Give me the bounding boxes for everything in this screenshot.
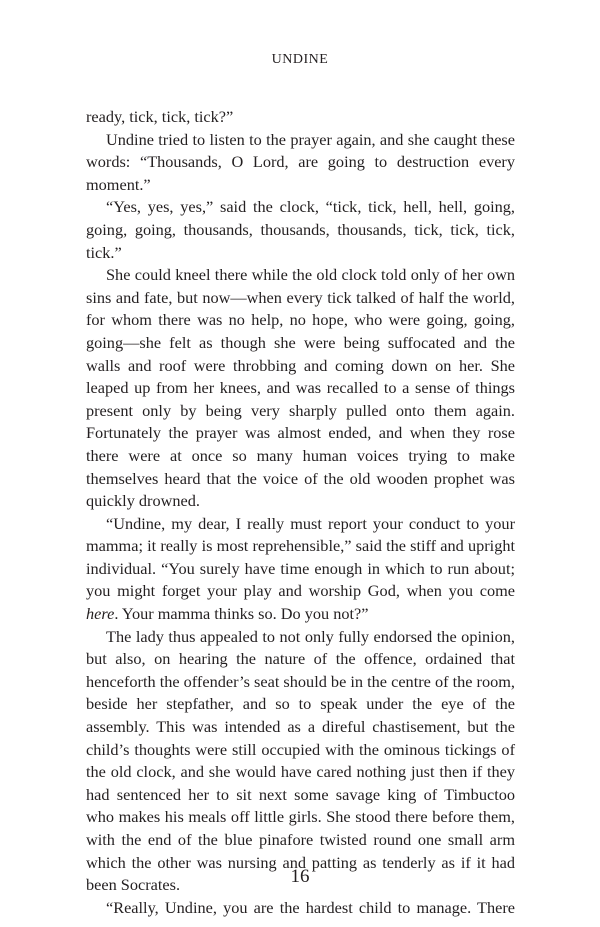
paragraph xyxy=(86,513,515,626)
running-head: UNDINE xyxy=(271,52,329,67)
paragraph xyxy=(86,106,515,129)
paragraph-text: “Yes, yes, yes,” said the clock, “tick, tick, hell, hell, going, going, going, thousands, thousands, thousands, tick, tick, tick, tick.” xyxy=(86,197,515,262)
paragraph-text: “Really, Undine, you are the hardest child to manage. There xyxy=(106,897,515,917)
paragraph xyxy=(86,626,515,897)
paragraph-text: “Undine, my dear, I really must report your conduct to your mamma; it really is most reprehensible,” said the stiff and upright individual. “You surely have time enough in which to run about; you might forget your play and worship God, when you come xyxy=(86,513,515,601)
paragraph-text: . Your mamma thinks so. Do you not?” xyxy=(114,604,369,624)
body-text xyxy=(86,106,515,919)
paragraph-text: ready, tick, tick, tick?” xyxy=(86,107,234,126)
paragraph xyxy=(86,264,515,513)
italic-text: here xyxy=(86,604,115,624)
paragraph-text: Undine tried to listen to the prayer again, and she caught these words: “Thousands, O Lord, are going to destruction every moment.” xyxy=(86,129,515,194)
paragraph xyxy=(86,129,515,197)
paragraph-text: The lady thus appealed to not only fully endorsed the opinion, but also, on hearing the nature of the offence, ordained that henceforth the offender’s seat should be in the centre of the room, beside her stepfather, and so to speak under the eye of the assembly. This was intended as a direful chastisement, but the child’s thoughts were still occupied with the ominous tickings of the old clock, and she would have cared nothing just then if they had sentenced her to sit next some savage king of Timbuctoo who makes his meals off little girls. She stood there before them, with the end of the blue pinafore twisted round one small arm which the other was nursing and patting as tenderly as if it had been Socrates. xyxy=(86,626,515,895)
page-number: 16 xyxy=(290,866,310,887)
paragraph xyxy=(86,897,515,920)
paragraph xyxy=(86,196,515,264)
paragraph-text: She could kneel there while the old clock told only of her own sins and fate, but now—when every tick talked of half the world, for whom there was no help, no hope, who were going, going, going—she felt as though she were being suffocated and the walls and roof were throbbing and coming down on her. She leaped up from her knees, and was recalled to a sense of things present only by being very sharply pulled onto them again. Fortunately the prayer was almost ended, and when they rose there were at once so many human voices trying to make themselves heard that the voice of the old wooden prophet was quickly drowned. xyxy=(86,265,515,511)
